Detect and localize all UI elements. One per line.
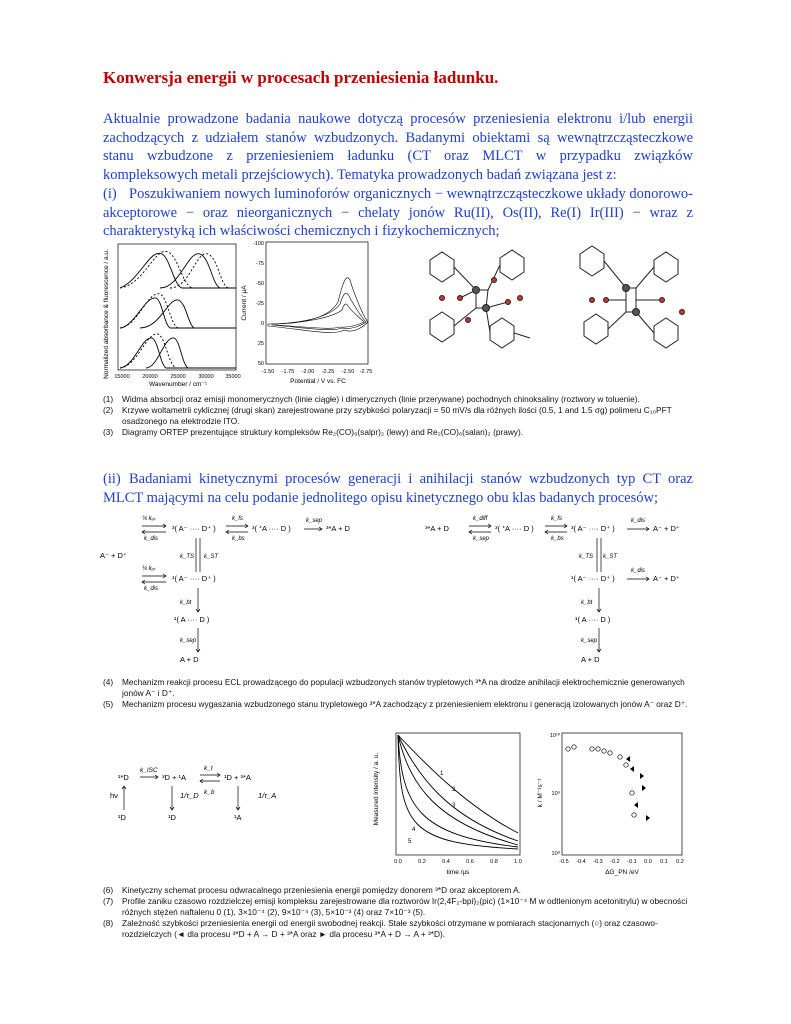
- quenching-scheme: [425, 508, 695, 668]
- svg-text:¼ kₐₜ: ¼ kₐₜ: [142, 566, 156, 572]
- decay-frame: [396, 733, 520, 855]
- svg-text:¹D: ¹D: [118, 813, 126, 822]
- decay-xlabel: time /μs: [446, 869, 470, 876]
- svg-text:0.8: 0.8: [490, 859, 498, 865]
- scheme-arrows: [469, 524, 649, 652]
- spectra-ylabel: Normalized absorbance & fluorescence / a.u.: [103, 249, 110, 379]
- svg-text:0.1: 0.1: [660, 859, 668, 865]
- svg-text:-1.75: -1.75: [281, 369, 295, 375]
- cv-ylabel: Current / μA: [241, 285, 248, 321]
- rate-points-transient: [626, 756, 650, 821]
- reactants: ³*A + D: [425, 524, 449, 533]
- svg-text:0.6: 0.6: [466, 859, 474, 865]
- ecl-scheme: [100, 508, 370, 668]
- rate-frame: [562, 733, 682, 855]
- decay-ylabel: Measured intensity / a. u.: [373, 752, 380, 826]
- svg-text:k_TS: k_TS: [180, 554, 195, 560]
- svg-text:0.0: 0.0: [644, 859, 652, 865]
- svg-text:-2.50: -2.50: [341, 369, 355, 375]
- caption-7: (7) Profile zaniku czasowo rozdzielczej emisji kompleksu zarejestrowane dla roztworów Ir(2,4F₂-bpi)₂(pic) (1×10⁻⁴ M w odtlenionym acetonitrylu) w obecności różnych stężeń naftalenu 0 (1), 3×10⁻⁴ (2), 9×10⁻⁴ (3), 5×10⁻³ (4) oraz 7×10⁻³ (5).: [103, 896, 688, 917]
- caption-8: (8) Zależność szybkości przeniesienia energii od energii swobodnej reakcji. Stałe szybkości otrzymane w pomiarach stacjonarnych (○) oraz czasowo-rozdzielczych (◄ dla procesu ³*D + A → D + ³*A oraz ► dla procesu ³*A + D → A + ³*D).: [103, 918, 658, 939]
- rate-figure: [530, 727, 690, 877]
- svg-text:10⁹: 10⁹: [551, 791, 560, 797]
- svg-text:35000: 35000: [225, 374, 241, 380]
- scheme-arrows: [142, 524, 322, 652]
- svg-text:k_dis: k_dis: [144, 536, 159, 542]
- svg-text:1/τ_D: 1/τ_D: [180, 791, 199, 800]
- research-item-2: [103, 470, 693, 507]
- svg-text:0.0: 0.0: [394, 859, 402, 865]
- cv-curves: [268, 278, 368, 333]
- ortep-figure: [420, 240, 700, 360]
- svg-text:1.0: 1.0: [514, 859, 522, 865]
- item-text: Poszukiwaniem nowych luminoforów organicznych − wewnątrzcząsteczkowe układy donorowo-akceptorowe − oraz nieorganicznych − chelaty jonów Ru(II), Os(II), Re(I) Ir(III) − wraz z charakterystyką ich właściwości chemicznych i fizykochemicznych;: [103, 186, 693, 239]
- state-singlet-ip: ¹( A⁻ ···· D⁺ ): [172, 574, 216, 583]
- svg-text:¾ kₐₜ: ¾ kₐₜ: [142, 516, 156, 522]
- svg-text:1/τ_A: 1/τ_A: [258, 791, 277, 800]
- rate-ylabel: k / M⁻¹s⁻¹: [537, 778, 544, 808]
- state-singlet-pair: ¹( A ···· D ): [174, 615, 210, 624]
- acceptor-triplet-pair: ¹D + ³*A: [224, 773, 251, 782]
- svg-text:-100: -100: [252, 241, 264, 247]
- svg-text:k_sep: k_sep: [180, 638, 197, 644]
- cv-figure: [238, 238, 373, 388]
- cv-yticks: [253, 241, 264, 367]
- state-singlet-pair: ¹( A ···· D ): [575, 615, 611, 624]
- svg-text:k_diff: k_diff: [473, 516, 488, 522]
- svg-text:-1.50: -1.50: [261, 369, 275, 375]
- svg-text:k_fs: k_fs: [551, 516, 563, 522]
- captions-group-1: [103, 394, 703, 438]
- ions-1: A⁻ + D⁺: [653, 524, 680, 533]
- rate-xlabel: ΔG_PN /eV: [605, 869, 639, 876]
- svg-text:0: 0: [260, 321, 264, 327]
- donor-triplet-pair: ³D + ¹A: [162, 773, 186, 782]
- svg-text:0.2: 0.2: [676, 859, 684, 865]
- svg-text:k_fs: k_fs: [232, 516, 244, 522]
- svg-text:k_bs: k_bs: [551, 536, 564, 542]
- donor-singlet: ¹*D: [118, 773, 129, 782]
- rate-xticks: [559, 859, 684, 865]
- svg-text:30000: 30000: [198, 374, 214, 380]
- ions-left: A⁻ + D⁺: [100, 551, 127, 560]
- ortep-left: [430, 250, 530, 348]
- photon-label: hν: [110, 791, 118, 800]
- svg-text:-2.75: -2.75: [359, 369, 373, 375]
- svg-text:k_b: k_b: [204, 789, 215, 796]
- cv-xlabel: Potential / V vs. FC: [290, 378, 346, 385]
- svg-text:25: 25: [257, 341, 264, 347]
- spectra-curves: [120, 251, 236, 368]
- svg-text:-0.5: -0.5: [559, 859, 569, 865]
- svg-text:-0.4: -0.4: [576, 859, 586, 865]
- item-text: Badaniami kinetycznymi procesów generacji i anihilacji stanów wzbudzonych typ CT oraz MLCT mającymi na celu podanie jednolitego opisu kinetycznego obu klas badanych procesów;: [103, 471, 693, 506]
- state-exc: ³( ᐩA ···· D ): [495, 524, 534, 533]
- caption-4: (4) Mechanizm reakcji procesu ECL prowadzącego do populacji wzbudzonych stanów trypletowych ³*A na drodze anihilacji elektrochemicznie generowanych jonów A⁻ i D⁺.: [103, 677, 685, 698]
- svg-text:-2.25: -2.25: [321, 369, 335, 375]
- product-triplet: ³*A + D: [326, 524, 350, 533]
- svg-text:¹D: ¹D: [168, 813, 176, 822]
- cv-xticks: [262, 369, 373, 375]
- item-number: (ii): [103, 471, 121, 487]
- final-products: A + D: [581, 655, 600, 664]
- svg-text:¹A: ¹A: [234, 813, 242, 822]
- state-singlet-ip: ¹( A⁻ ···· D⁺ ): [571, 574, 615, 583]
- state-triplet-ip: ³( A⁻ ···· D⁺ ): [571, 524, 615, 533]
- svg-text:k_sep: k_sep: [473, 536, 490, 542]
- spectra-xlabel: Wavenumber / cm⁻¹: [148, 381, 208, 388]
- research-item-1: [103, 185, 693, 241]
- svg-text:k_TS: k_TS: [579, 554, 594, 560]
- svg-text:k_t: k_t: [204, 765, 213, 772]
- svg-text:k_ST: k_ST: [204, 554, 219, 560]
- svg-text:k_bt: k_bt: [581, 600, 593, 606]
- svg-text:k_dis: k_dis: [631, 518, 646, 524]
- spectra-xticks: [114, 374, 240, 380]
- svg-text:3: 3: [452, 803, 456, 809]
- svg-text:-0.1: -0.1: [627, 859, 637, 865]
- caption-2: (2) Krzywe woltametrii cyklicznej (drugi skan) zarejestrowane przy szybkości polaryzacji = 50 mV/s dla różnych ilości (0.5, 1 and 1.5 σg) polimeru C₁₀PFT osadzonego na elektrodzie ITO.: [103, 405, 672, 426]
- svg-text:-0.2: -0.2: [610, 859, 620, 865]
- svg-text:-25: -25: [256, 301, 264, 307]
- caption-5: (5) Mechanizm procesu wygaszania wzbudzonego stanu trypletowego ³*A zachodzący z przeniesieniem elektronu i generacją izolowanych jonów A⁻ oraz D⁺.: [103, 699, 688, 709]
- caption-6: (6) Kinetyczny schemat procesu odwracalnego przeniesienia energii pomiędzy donorem ³*D oraz akceptorem A.: [103, 885, 521, 895]
- svg-text:k_sep: k_sep: [306, 518, 323, 524]
- svg-text:k_bs: k_bs: [232, 536, 245, 542]
- ions-2: A⁻ + D⁺: [653, 574, 680, 583]
- svg-text:10⁸: 10⁸: [551, 851, 560, 857]
- svg-text:25000: 25000: [170, 374, 186, 380]
- svg-text:2: 2: [452, 787, 456, 793]
- svg-text:4: 4: [412, 827, 416, 833]
- state-triplet-ip: ³( A⁻ ···· D⁺ ): [172, 524, 216, 533]
- svg-text:-0.3: -0.3: [593, 859, 603, 865]
- decay-xticks: [394, 859, 522, 865]
- energy-transfer-scheme: [110, 758, 310, 828]
- svg-text:0.2: 0.2: [418, 859, 426, 865]
- svg-text:-75: -75: [256, 261, 264, 267]
- svg-text:k_dis: k_dis: [631, 568, 646, 574]
- state-triplet-exc: ³( ᐩA ···· D ): [252, 524, 291, 533]
- caption-3: (3) Diagramy ORTEP prezentujące struktury kompleksów Re₂(CO)₆(salpr)₂ (lewy) and Re₂(CO)₆(salan)₂ (prawy).: [103, 427, 524, 437]
- svg-text:k_ST: k_ST: [603, 554, 618, 560]
- item-number: (i): [103, 186, 117, 202]
- svg-text:50: 50: [257, 361, 264, 367]
- final-products: A + D: [180, 655, 199, 664]
- captions-group-2: [103, 677, 703, 710]
- svg-text:-50: -50: [256, 281, 264, 287]
- svg-text:0.4: 0.4: [442, 859, 450, 865]
- page-title: Konwersja energii w procesach przeniesienia ładunku.: [103, 68, 499, 87]
- rate-yticks: [550, 732, 561, 857]
- svg-text:k_ISC: k_ISC: [140, 767, 158, 774]
- ortep-right: [580, 246, 685, 348]
- svg-text:1: 1: [440, 771, 444, 777]
- svg-text:10¹⁰: 10¹⁰: [549, 733, 560, 739]
- svg-text:-2.00: -2.00: [301, 369, 315, 375]
- svg-text:20000: 20000: [142, 374, 158, 380]
- svg-text:k_sep: k_sep: [581, 638, 598, 644]
- spectra-figure: [100, 240, 245, 388]
- svg-text:15000: 15000: [114, 374, 130, 380]
- decay-figure: [368, 727, 528, 877]
- caption-1: (1) Widma absorbcji oraz emisji monomerycznych (linie ciągłe) i dimerycznych (linie przerywane) pochodnych chinoksaliny (roztwory w toluenie).: [103, 394, 640, 404]
- intro-paragraph: Aktualnie prowadzone badania naukowe dotyczą procesów przeniesienia elektronu i/lub energii zachodzących z udziałem stanów wzbudzonych. Badanymi obiektami są wewnątrzcząsteczkowe stanu wzbudzone z przeniesieniem ładunku (CT oraz MLCT w przypadku związków kompleksowych metali przejściowych). Tematyka prowadzonych badań związana jest z:: [103, 111, 693, 183]
- svg-text:5: 5: [408, 839, 412, 845]
- decay-curves: [398, 735, 518, 849]
- rate-points-steady: [566, 745, 636, 817]
- svg-text:k_bt: k_bt: [180, 600, 192, 606]
- svg-text:k_dis: k_dis: [144, 586, 159, 592]
- captions-group-3: [103, 885, 703, 940]
